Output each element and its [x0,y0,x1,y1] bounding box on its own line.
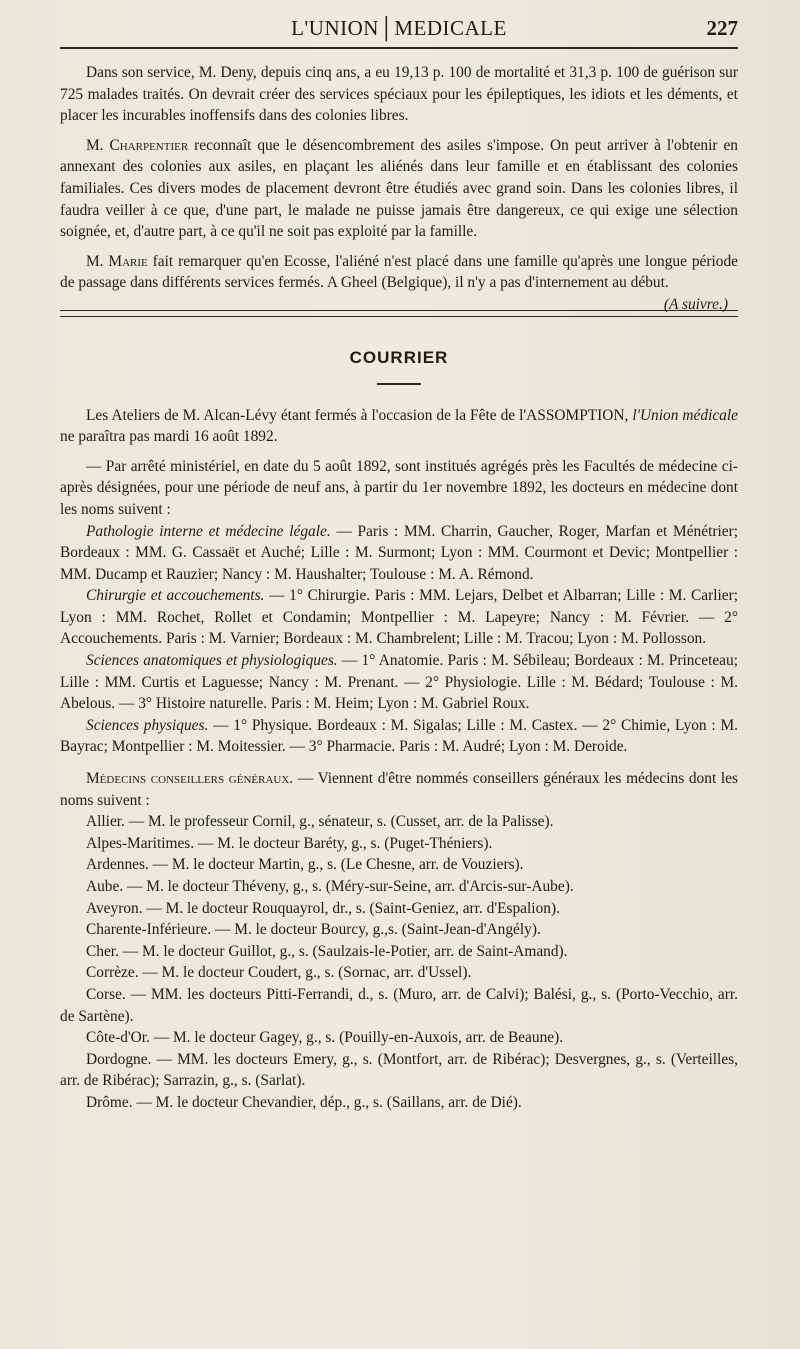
section-title: COURRIER [349,347,449,367]
article-body [60,62,738,1114]
list-item: Côte-d'Or. — M. le docteur Gagey, g., s. (Pouilly-en-Auxois, arr. de Beaune). [86,1029,564,1047]
entry-label: Sciences physiques. [86,716,209,734]
entry-text: — 1° Chirurgie. Paris : MM. Lejars, Delbet et Albarran; Lille : M. Carlier; Lyon : MM. Rochet, Rollet et Condamin; Montpellier : M. Lapeyre; Nancy : M. Février. — 2° Accouchements. Paris : M. Varnier; Bordeaux : M. Chambrelent; Lille : M. Tracou; Lyon : M. Pollosson. [60,587,738,648]
entry-sciences-anatomiques [60,650,738,715]
paragraph-marie [60,251,738,313]
paragraph-conseillers [60,768,738,811]
list-item: Ardennes. — M. le docteur Martin, g., s. (Le Chesne, arr. de Vouziers). [86,856,524,874]
list-item: Aveyron. — M. le docteur Rouquayrol, dr., s. (Saint-Geniez, arr. d'Espalion). [86,899,560,917]
paragraph-text: reconnaît que le désencombrement des asiles s'impose. On peut arriver à l'obtenir en annexant des colonies aux asiles, en plaçant les aliénés dans leur famille et en établissant des colonies familiales. Ces divers modes de placement devront être étudiés avec grand soin. Dans les colonies libres, il faudra veiller à ce que, d'une part, le malade ne puisse jamais être dangereux, ce qui exige une sélection soignée, et, d'autre part, à ce qu'il ne soit pas exploité par la famille. [60,136,738,241]
entry-pathologie [60,521,738,586]
entry-text: — Paris : MM. Charrin, Gaucher, Roger, Marfan et Ménétrier; Bordeaux : MM. G. Cassaët et Auché; Lille : M. Surmont; Lyon : MM. Courmont et Devic; Montpellier : MM. Ducamp et Rauzier; Nancy : M. Haushalter; Toulouse : M. A. Rémond. [60,522,738,583]
list-item: Corrèze. — M. le docteur Coudert, g., s. (Sornac, arr. d'Ussel). [86,964,472,982]
entry-text: — 1° Anatomie. Paris : M. Sébileau; Bordeaux : M. Princeteau; Lille : MM. Curtis et Laguesse; Nancy : M. Prenant. — 2° Physiologie. Lille : M. Bédard; Toulouse : M. Abelous. — 3° Histoire naturelle. Paris : M. Heim; Lyon : M. Gabriel Roux. [60,652,738,713]
entry-label: Pathologie interne et médecine légale. [86,522,331,540]
list-item: Charente-Inférieure. — M. le docteur Bourcy, g.,s. (Saint-Jean-d'Angély). [86,921,541,939]
list-item: Allier. — M. le professeur Cornil, g., sénateur, s. (Cusset, arr. de la Palisse). [86,813,554,831]
ateliers-text: Les Ateliers de M. Alcan-Lévy étant fermés à l'occasion de la Fête de l'ASSOMPTION, [86,406,629,424]
entry-label: Médecins conseillers généraux. [86,770,294,788]
title-rule [377,383,421,385]
speaker-name: M. Charpentier [86,136,189,154]
list-item: Corse. — MM. les docteurs Pitti-Ferrandi, d., s. (Muro, arr. de Calvi); Balési, g., s. (Porto-Vecchio, arr. de Sartène). [60,985,738,1025]
entry-label: Sciences anatomiques et physiologiques. [86,652,338,670]
header-rule [60,47,738,49]
list-item: Aube. — M. le docteur Théveny, g., s. (Méry-sur-Seine, arr. d'Arcis-sur-Aube). [86,878,574,895]
paragraph-deny: Dans son service, M. Deny, depuis cinq ans, a eu 19,13 p. 100 de mortalité et 31,3 p. 100 de guérison sur 725 malades traités. On devrait créer des services spéciaux pour les épileptiques, les idiots et les déments, et placer les incurables inoffensifs dans des colonies libres. [60,64,738,125]
journal-name: l'Union médicale [632,406,738,424]
ateliers-text-end: ne paraîtra pas mardi 16 août 1892. [60,428,278,446]
entry-chirurgie [60,585,738,650]
paragraph-ateliers [60,405,738,448]
entry-sciences-physiques [60,715,738,758]
list-item: Alpes-Maritimes. — M. le docteur Baréty, g., s. (Puget-Théniers). [86,834,493,852]
page-header [60,12,738,42]
conseillers-list [60,811,738,1113]
list-item: Cher. — M. le docteur Guillot, g., s. (Saulzais-le-Potier, arr. de Saint-Amand). [86,942,568,960]
speaker-name: M. Marie [86,252,148,270]
journal-title: L'UNION│MEDICALE [291,16,507,40]
list-item: Dordogne. — MM. les docteurs Emery, g., s. (Montfort, arr. de Ribérac); Desvergnes, g., s. (Verteilles, arr. de Ribérac); Sarrazin, g., s. (Sarlat). [60,1050,738,1090]
a-suivre: (A suivre.) [663,295,728,313]
paragraph-charpentier [60,135,738,243]
list-item: Drôme. — M. le docteur Chevandier, dép., g., s. (Saillans, arr. de Dié). [86,1093,522,1111]
courrier-section [60,405,738,1114]
entry-text: — Viennent d'être nommés conseillers généraux les médecins dont les noms suivent : [60,770,738,809]
page-number: 227 [706,16,738,40]
paragraph-arrete: — Par arrêté ministériel, en date du 5 août 1892, sont institués agrégés près les Facultés de médecine ci-après désignées, pour une période de neuf ans, à partir du 1er novembre 1892, les docteurs en médecine dont les noms suivent : [60,457,738,518]
section-divider [60,310,738,317]
paragraph-text: fait remarquer qu'en Ecosse, l'aliéné n'est placé dans une famille qu'après une longue période de passage dans différents services fermés. A Gheel (Belgique), il n'y a pas d'internement au début. [60,252,738,292]
entry-text: — 1° Physique. Bordeaux : M. Sigalas; Lille : M. Castex. — 2° Chimie, Lyon : M. Bayrac; Montpellier : M. Moitessier. — 3° Pharmacie. Paris : M. Audré; Lyon : M. Deroide. [60,716,739,756]
entry-label: Chirurgie et accouchements. [86,587,265,605]
